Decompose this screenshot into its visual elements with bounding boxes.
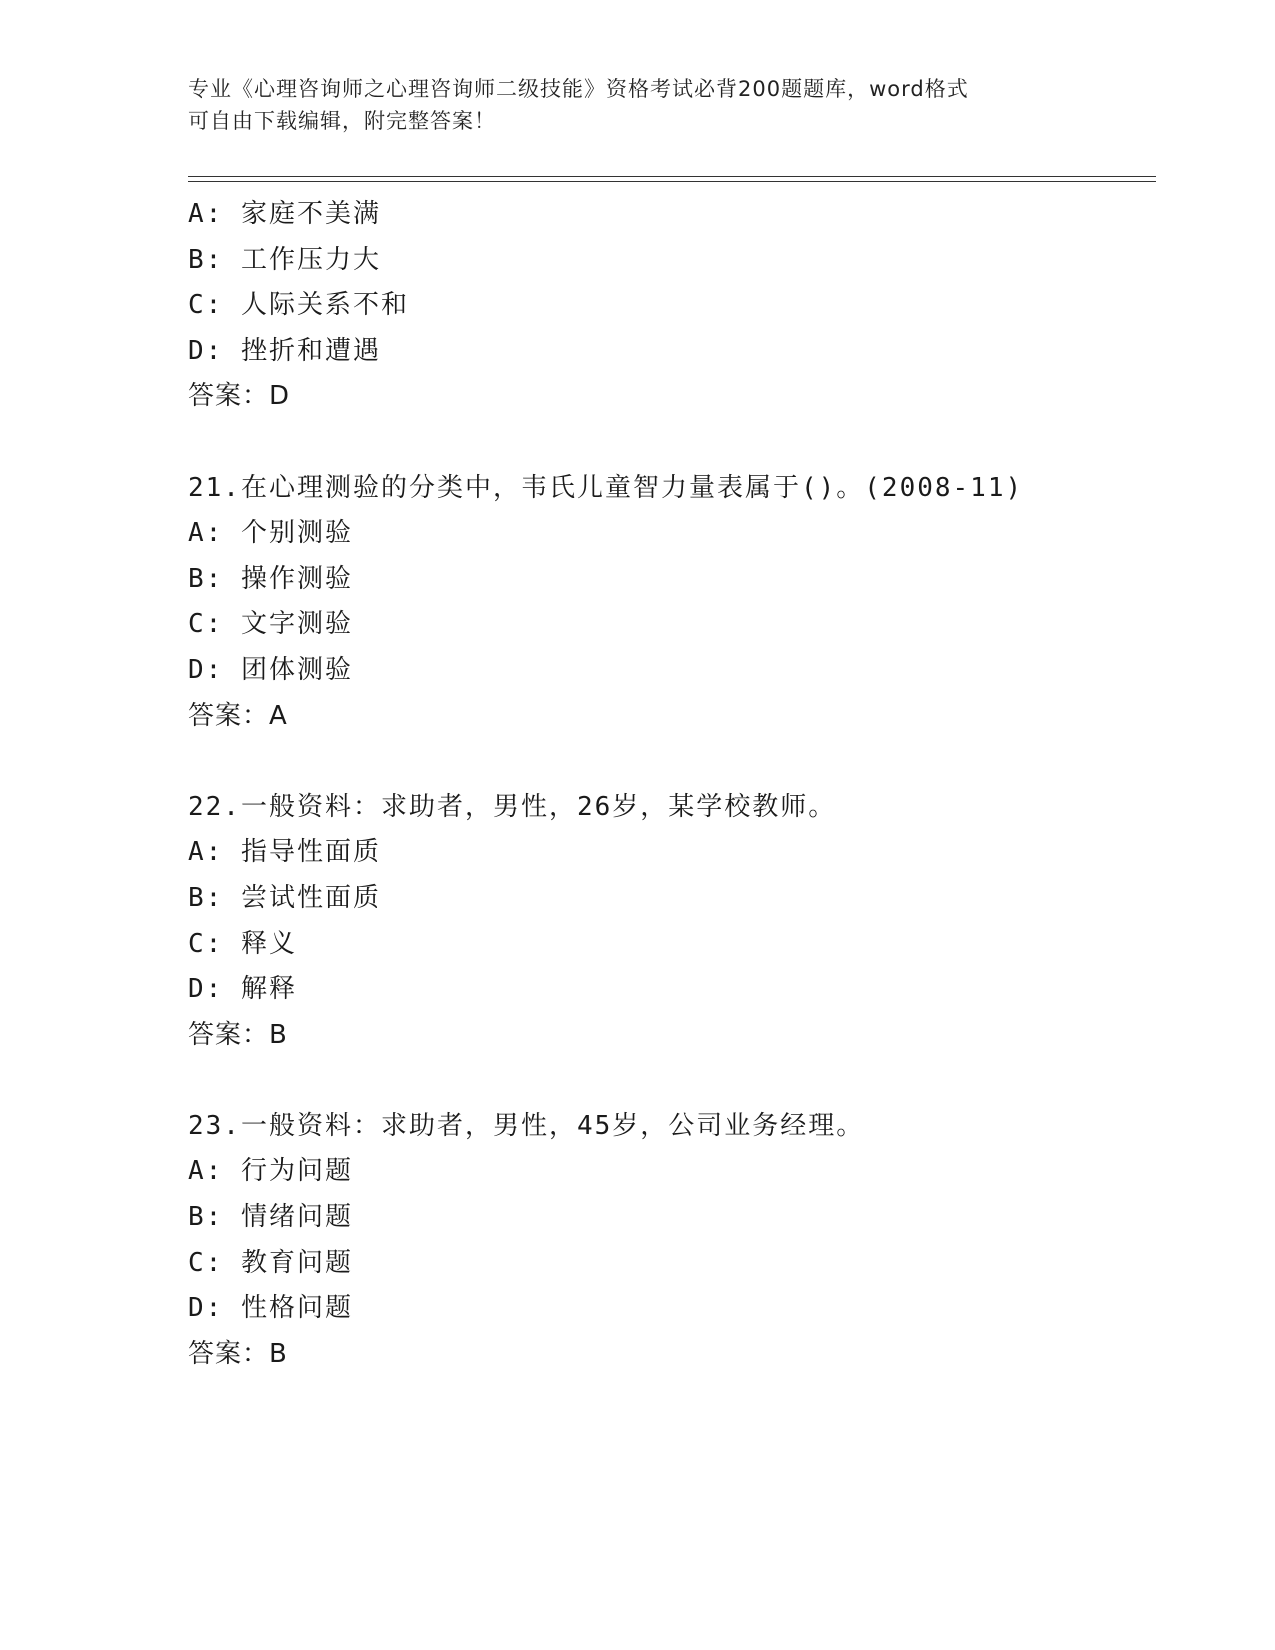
option-b: B: 情绪问题 xyxy=(188,1202,353,1233)
answer-line: 答案：B xyxy=(188,1338,288,1369)
header-divider-bottom xyxy=(188,181,1156,182)
option-a: A: 行为问题 xyxy=(188,1156,353,1187)
option-a: A: 指导性面质 xyxy=(188,837,381,868)
option-c: C: 文字测验 xyxy=(188,609,353,640)
option-b: B: 操作测验 xyxy=(188,563,353,594)
option-d: D: 解释 xyxy=(188,974,297,1005)
spacer xyxy=(188,1058,1148,1104)
option-d: D: 挫折和遭遇 xyxy=(188,335,381,366)
question-20-block xyxy=(188,192,1148,420)
header-title-line-1: 专业《心理咨询师之心理咨询师二级技能》资格考试必背200题题库，word格式 xyxy=(188,77,969,101)
option-c: C: 教育问题 xyxy=(188,1247,353,1278)
question-21-block xyxy=(188,466,1148,740)
option-d: D: 性格问题 xyxy=(188,1293,353,1324)
question-stem: 23.一般资料：求助者，男性，45岁，公司业务经理。 xyxy=(188,1110,865,1141)
spacer xyxy=(188,739,1148,785)
option-b: B: 尝试性面质 xyxy=(188,882,381,913)
option-a: A: 个别测验 xyxy=(188,518,353,549)
answer-line: 答案：A xyxy=(188,700,288,731)
question-stem: 22.一般资料：求助者，男性，26岁，某学校教师。 xyxy=(188,791,837,822)
question-list xyxy=(188,192,1148,1377)
option-d: D: 团体测验 xyxy=(188,654,353,685)
header-title-line-2: 可自由下载编辑，附完整答案！ xyxy=(188,109,496,133)
question-22-block xyxy=(188,785,1148,1059)
header-divider-top xyxy=(188,176,1156,177)
document-header xyxy=(188,73,1088,137)
option-c: C: 释义 xyxy=(188,928,297,959)
question-stem: 21.在心理测验的分类中，韦氏儿童智力量表属于()。(2008-11) xyxy=(188,472,1024,503)
option-c: C: 人际关系不和 xyxy=(188,290,409,321)
answer-line: 答案：B xyxy=(188,1019,288,1050)
answer-line: 答案：D xyxy=(188,381,291,412)
question-23-block xyxy=(188,1104,1148,1378)
spacer xyxy=(188,420,1148,466)
option-b: B: 工作压力大 xyxy=(188,244,381,275)
option-a: A: 家庭不美满 xyxy=(188,199,381,229)
